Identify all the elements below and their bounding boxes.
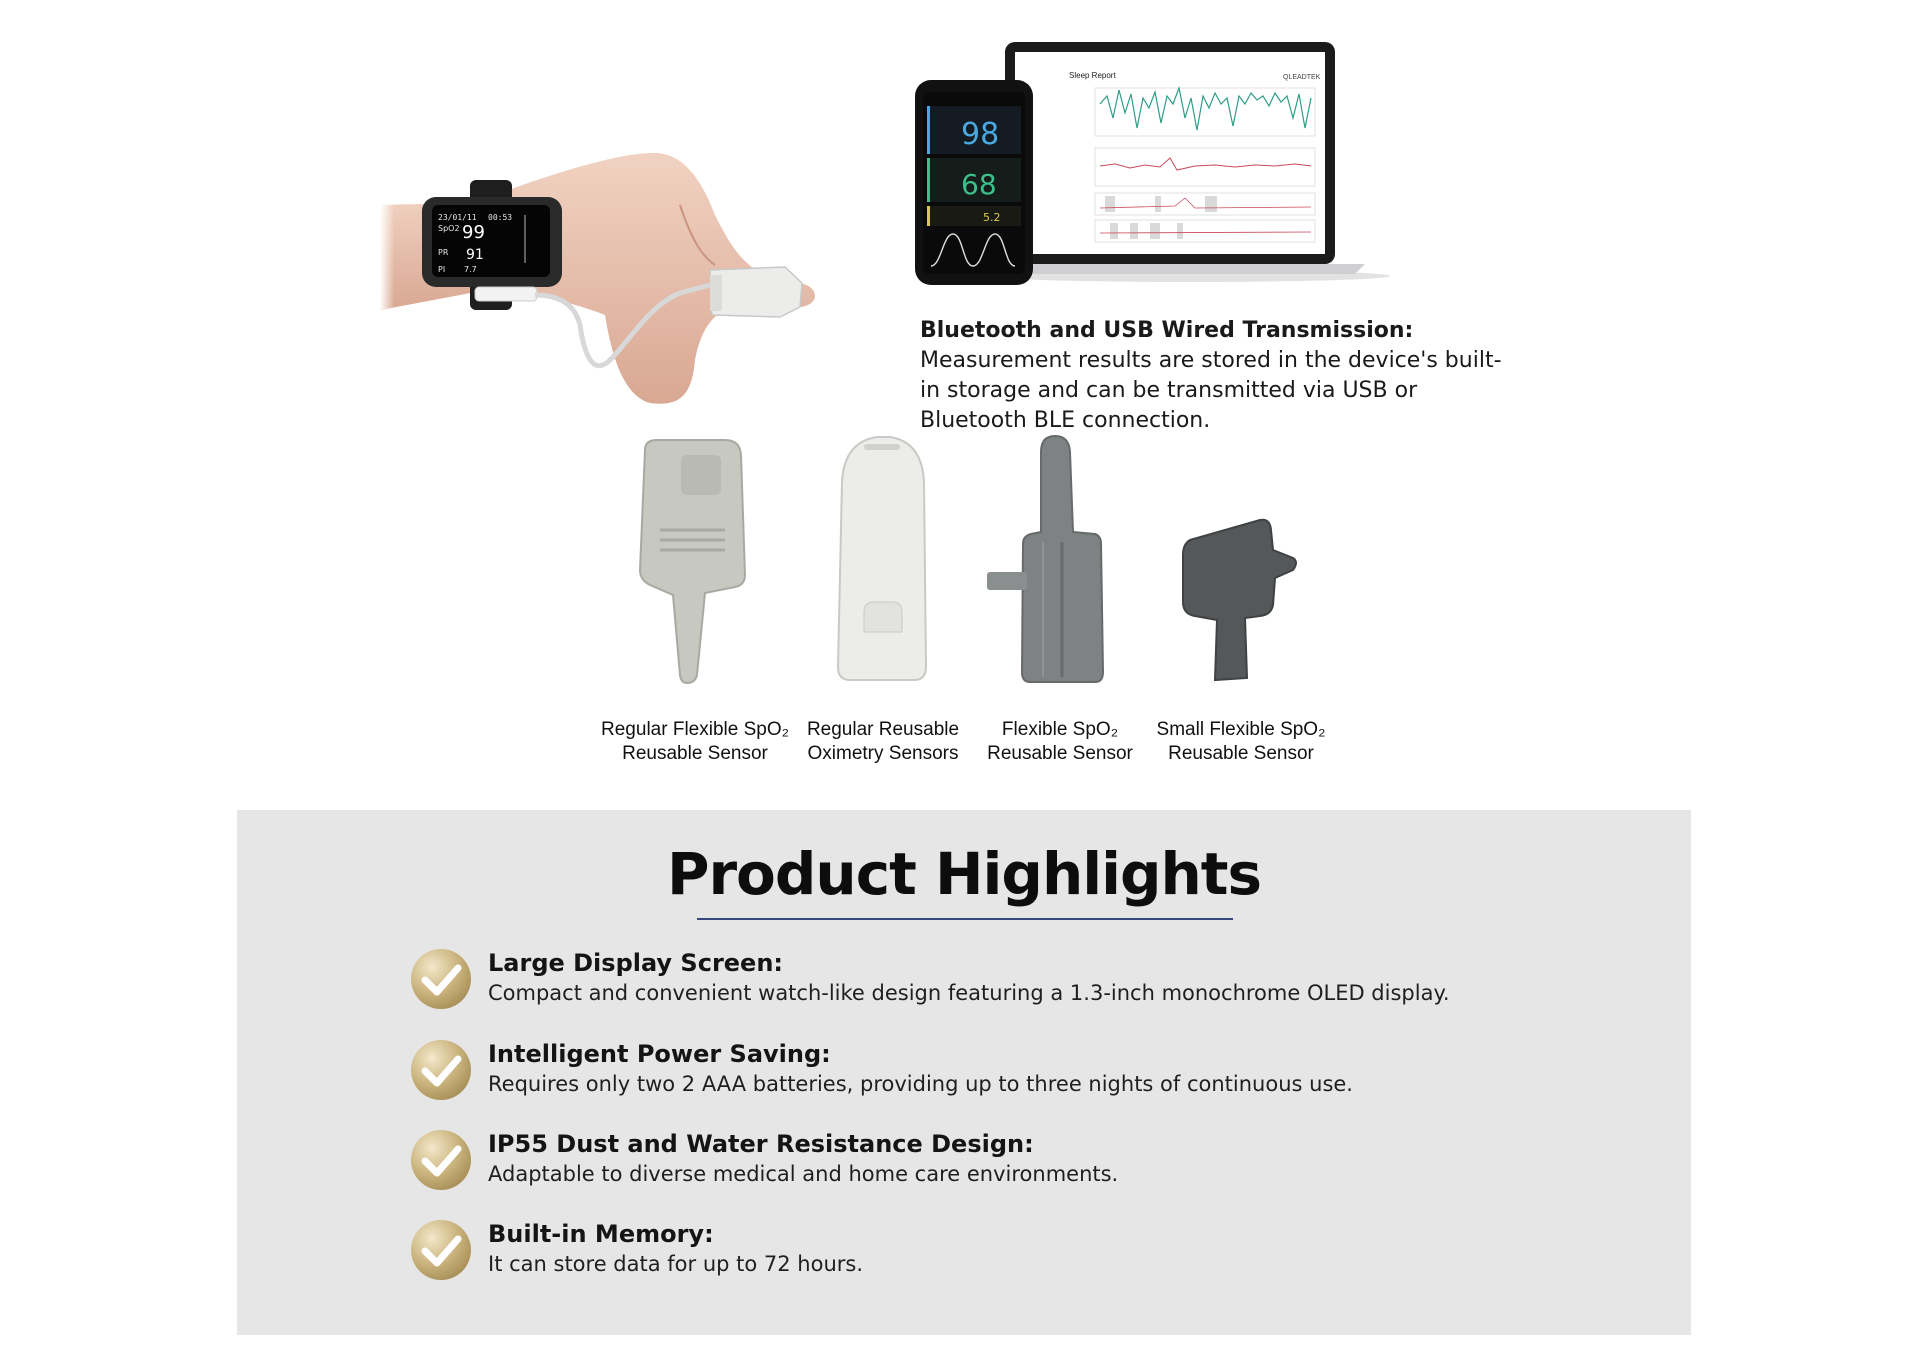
highlight-heading: Intelligent Power Saving: bbox=[488, 1040, 831, 1068]
wrist-pi-label: PI bbox=[438, 265, 446, 274]
wrist-spo2-value: 99 bbox=[462, 222, 485, 243]
sensor-caption-line2: Oximetry Sensors bbox=[807, 743, 959, 764]
report-title: Sleep Report bbox=[1069, 71, 1116, 80]
phone-pr: 68 bbox=[961, 168, 997, 201]
regular-flexible-sensor-image bbox=[625, 435, 765, 685]
wrist-spo2-label: SpO2 bbox=[438, 224, 460, 233]
wrist-time: 00:53 bbox=[488, 213, 513, 222]
wrist-oximeter-image bbox=[380, 145, 900, 415]
check-icon bbox=[410, 1039, 472, 1101]
highlight-description: Adaptable to diverse medical and home care environments. bbox=[488, 1162, 1119, 1186]
app-and-software-image bbox=[915, 38, 1415, 293]
small-flexible-sensor-image bbox=[1175, 510, 1310, 685]
highlight-description: Requires only two 2 AAA batteries, providing up to three nights of continuous use. bbox=[488, 1072, 1353, 1096]
sensor-caption-line2: Reusable Sensor bbox=[987, 743, 1133, 764]
check-icon bbox=[410, 1129, 472, 1191]
sensor-caption-3 bbox=[960, 718, 1160, 766]
regular-reusable-sensor-image bbox=[822, 432, 942, 687]
sensor-caption-4 bbox=[1141, 718, 1341, 766]
transmission-body: Measurement results are stored in the device's built-in storage and can be transmitted via USB or Bluetooth BLE connection. bbox=[920, 348, 1502, 433]
transmission-description bbox=[920, 316, 1520, 436]
sensor-caption-line1: Regular Reusable bbox=[806, 719, 960, 740]
sensor-caption-1 bbox=[595, 718, 795, 766]
highlight-description: It can store data for up to 72 hours. bbox=[488, 1252, 864, 1276]
phone-spo2: 98 bbox=[961, 117, 1000, 152]
highlight-item bbox=[410, 1129, 1560, 1199]
sensor-caption-line1: Regular Flexible SpO₂ bbox=[601, 719, 789, 740]
highlight-heading: Built-in Memory: bbox=[488, 1220, 714, 1248]
flexible-sensor-image bbox=[985, 432, 1125, 687]
sensor-caption-line1: Small Flexible SpO₂ bbox=[1156, 719, 1326, 740]
check-icon bbox=[410, 1219, 472, 1281]
check-icon bbox=[410, 948, 472, 1010]
highlight-item bbox=[410, 1219, 1560, 1289]
wrist-pr-value: 91 bbox=[466, 247, 484, 263]
wrist-pi-value: 7.7 bbox=[464, 265, 477, 274]
highlight-heading: Large Display Screen: bbox=[488, 949, 784, 977]
sensor-caption-line2: Reusable Sensor bbox=[1168, 743, 1314, 764]
sensor-caption-line2: Reusable Sensor bbox=[622, 743, 768, 764]
highlight-heading: IP55 Dust and Water Resistance Design: bbox=[488, 1130, 1034, 1158]
title-underline bbox=[697, 918, 1233, 920]
sensor-caption-2 bbox=[783, 718, 983, 766]
highlight-item bbox=[410, 1039, 1560, 1109]
transmission-lead: Bluetooth and USB Wired Transmission: bbox=[920, 318, 1414, 343]
sensor-caption-line1: Flexible SpO₂ bbox=[1001, 719, 1119, 740]
product-highlights-section bbox=[237, 810, 1691, 1335]
highlights-title: Product Highlights bbox=[666, 840, 1262, 908]
phone-pi: 5.2 bbox=[983, 211, 1001, 224]
highlight-description: Compact and convenient watch-like design featuring a 1.3-inch monochrome OLED display. bbox=[488, 981, 1450, 1005]
report-brand: QLEADTEK bbox=[1283, 74, 1321, 81]
wrist-pr-label: PR bbox=[438, 248, 449, 257]
wrist-date: 23/01/11 bbox=[438, 213, 477, 222]
highlight-item bbox=[410, 948, 1560, 1018]
